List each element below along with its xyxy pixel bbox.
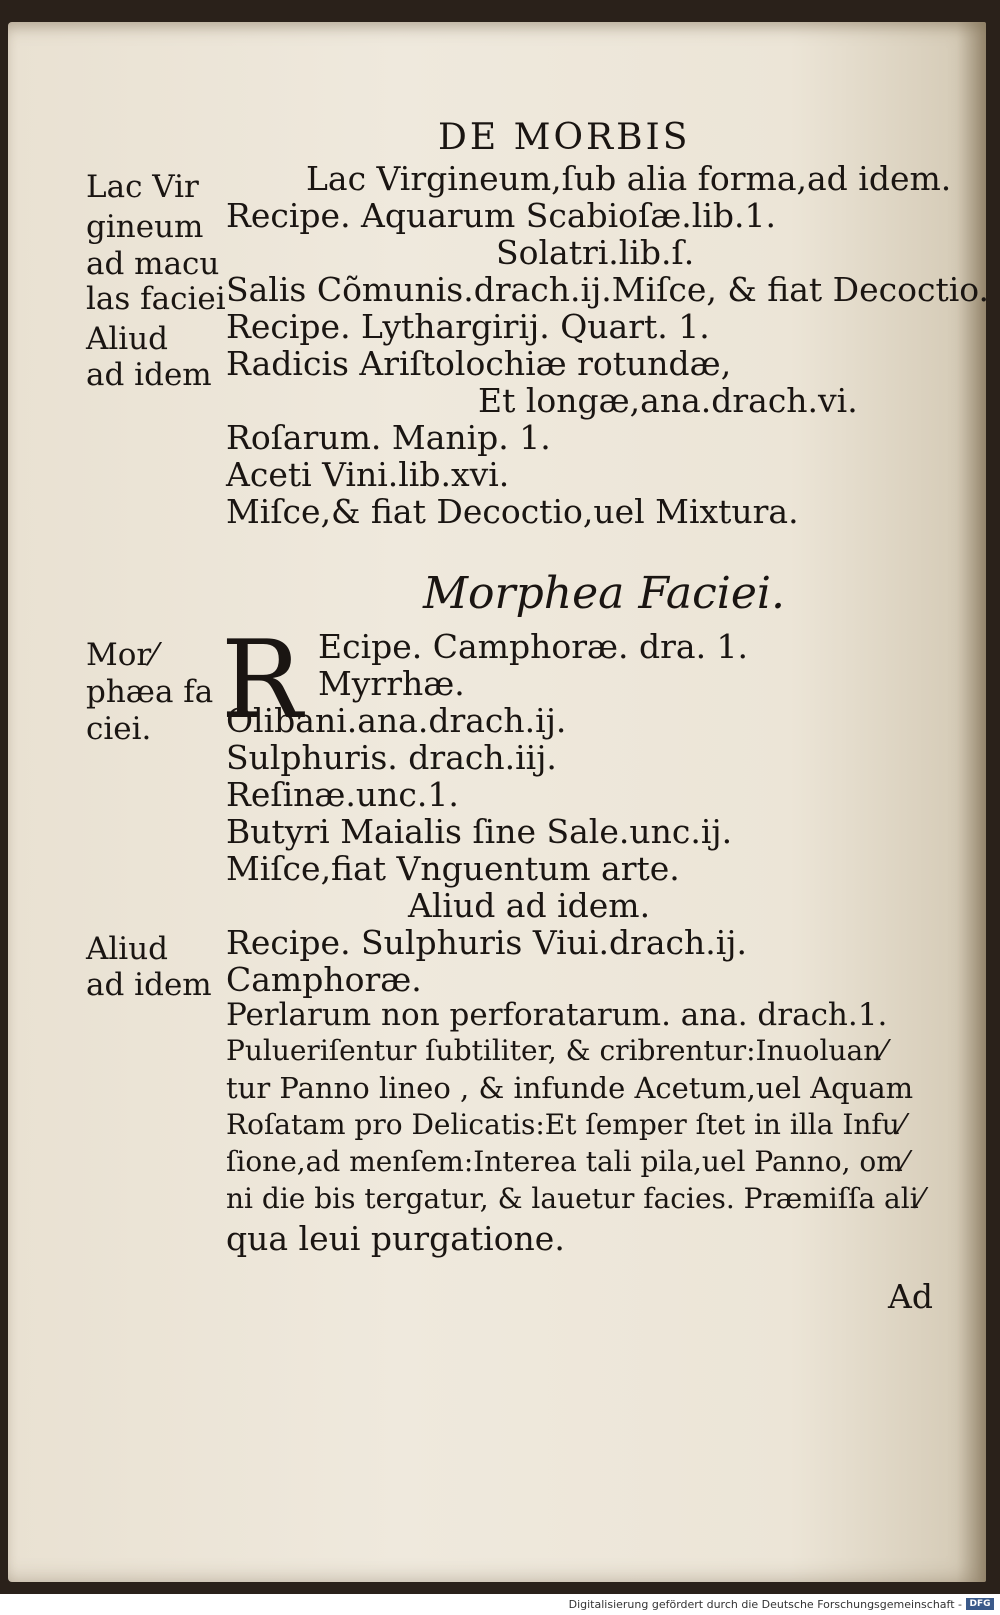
text-line: Recipe. Sulphuris Viui.drach.ij.: [226, 923, 748, 962]
margin-note: las faciei: [86, 281, 226, 317]
text-line: Miſce,fiat Vnguentum arte.: [226, 849, 680, 888]
margin-note: Aliud: [86, 931, 169, 967]
running-head: DE MORBIS: [438, 117, 691, 158]
text-line: Camphoræ.: [226, 960, 422, 999]
dfg-logo: DFG: [966, 1598, 994, 1610]
margin-note: Lac Vir: [86, 169, 199, 205]
margin-note: ad idem: [86, 357, 212, 393]
margin-note: ad idem: [86, 967, 212, 1003]
text-line: Sulphuris. drach.iij.: [226, 738, 557, 777]
text-line: Reſinæ.unc.1.: [226, 775, 459, 814]
text-line: ni die bis tergatur, & lauetur facies. Præmiſſa ali⁄: [226, 1182, 924, 1215]
text-line: Perlarum non perforatarum. ana. drach.1.: [226, 997, 888, 1033]
margin-note: gineum: [86, 209, 204, 245]
text-line: ſione,ad menſem:Interea tali pila,uel Panno, om⁄: [226, 1145, 908, 1178]
text-line: qua leui purgatione.: [226, 1219, 565, 1258]
margin-note: phæa fa: [86, 674, 214, 710]
text-line: tur Panno lineo , & infunde Acetum,uel Aquam: [226, 1071, 914, 1105]
text-line: Miſce,& fiat Decoctio,uel Mixtura.: [226, 492, 799, 531]
text-line: Recipe. Lythargirij. Quart. 1.: [226, 307, 710, 346]
text-line: Recipe. Aquarum Scabioſæ.lib.1.: [226, 196, 776, 235]
text-line: Roſatam pro Delicatis:Et ſemper ſtet in illa Infu⁄: [226, 1108, 905, 1141]
book-page: [8, 22, 990, 1582]
text-line: Butyri Maialis ſine Sale.unc.ij.: [226, 812, 733, 851]
text-line: Et longæ,ana.drach.vi.: [478, 381, 858, 420]
text-line: Aliud ad idem.: [408, 886, 651, 925]
text-line: Olibani.ana.drach.ij.: [226, 701, 567, 740]
text-line: Myrrhæ.: [318, 664, 465, 703]
text-line: Roſarum. Manip. 1.: [226, 418, 551, 457]
footer-credit: Digitalisierung gefördert durch die Deutsche Forschungsgemeinschaft -: [568, 1598, 962, 1611]
margin-note: ciei.: [86, 711, 152, 747]
margin-note: Aliud: [86, 321, 169, 357]
drop-cap-initial: R: [221, 618, 303, 743]
text-line: Ecipe. Camphoræ. dra. 1.: [318, 627, 749, 666]
text-line: Radicis Ariſtolochiæ rotundæ,: [226, 344, 732, 383]
text-line: Lac Virgineum,ſub alia forma,ad idem.: [306, 159, 952, 198]
catchword: Ad: [888, 1277, 933, 1316]
section-heading: Morphea Faciei.: [423, 568, 785, 619]
margin-note: ad macu: [86, 246, 220, 282]
text-line: Pulueriſentur ſubtiliter, & cribrentur:Inuoluan⁄: [226, 1034, 886, 1067]
text-line: Aceti Vini.lib.xvi.: [226, 455, 510, 494]
text-line: Solatri.lib.ſ.: [496, 233, 695, 272]
text-line: Salis Cõmunis.drach.ij.Miſce, & fiat Decoctio.: [226, 270, 990, 309]
margin-note: Mor⁄: [86, 637, 157, 673]
footer-bar: [0, 1594, 1000, 1615]
